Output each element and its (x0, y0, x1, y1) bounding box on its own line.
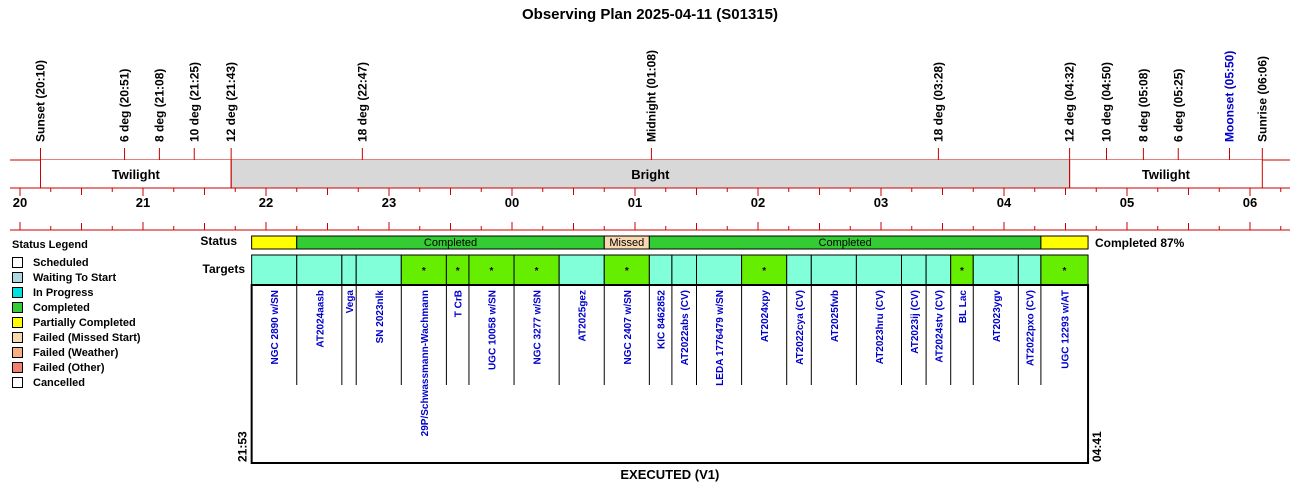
event-label: 12 deg (21:43) (224, 61, 239, 142)
event-label: 10 deg (21:25) (187, 61, 202, 142)
status-segment-label: Completed (818, 237, 872, 249)
target-name: AT2025gez (577, 290, 589, 342)
legend-swatch (12, 287, 23, 298)
observed-marker: * (960, 266, 964, 277)
target-name: BL Lac (957, 290, 969, 324)
legend-label: Waiting To Start (33, 271, 117, 284)
target-name: LEDA 1776479 w/SN (715, 290, 727, 386)
target-block (697, 255, 742, 285)
hour-tick-label: 00 (504, 195, 520, 210)
completion-summary: Completed 87% (1095, 236, 1185, 250)
legend-item (12, 300, 192, 315)
target-name: AT2025fwb (829, 290, 841, 343)
observed-marker: * (534, 266, 539, 277)
target-name: AT2023ygv (991, 290, 1003, 343)
event-label: Moonset (05:50) (1222, 50, 1237, 142)
sky-band-label: Twilight (111, 167, 160, 182)
legend-label: Cancelled (33, 376, 85, 389)
event-label: 8 deg (05:08) (1136, 68, 1151, 142)
legend-label: In Progress (33, 286, 94, 299)
target-block (787, 255, 812, 285)
target-name: KIC 8462852 (656, 290, 668, 349)
legend-label: Failed (Missed Start) (33, 331, 141, 344)
hour-tick-label: 04 (996, 195, 1012, 210)
hour-tick-label: 06 (1242, 195, 1258, 210)
target-name: AT2024stv (CV) (934, 290, 946, 363)
target-block (926, 255, 951, 285)
legend-item (12, 360, 192, 375)
hour-tick-label: 02 (750, 195, 766, 210)
hour-tick-label: 21 (135, 195, 151, 210)
legend-items (12, 255, 192, 390)
event-label: Sunrise (06:06) (1255, 55, 1270, 142)
observed-marker: * (762, 266, 767, 277)
target-block (1018, 255, 1041, 285)
observed-marker: * (1062, 266, 1067, 277)
target-name: AT2022cya (CV) (795, 290, 806, 365)
legend-label: Partially Completed (33, 316, 136, 329)
target-name: SN 2023nlk (374, 290, 386, 344)
footer-label: EXECUTED (V1) (620, 467, 720, 482)
legend-item (12, 270, 192, 285)
legend-swatch (12, 317, 23, 328)
target-name: AT2022pxo (CV) (1025, 290, 1037, 366)
event-label: 10 deg (04:50) (1099, 61, 1114, 142)
sky-band-label: Twilight (1141, 167, 1191, 182)
target-block (902, 255, 927, 285)
observed-marker: * (624, 266, 629, 277)
status-segment (1041, 236, 1088, 249)
target-name: AT2024xpy (760, 290, 772, 343)
hour-tick-label: 01 (627, 195, 643, 210)
hour-tick-label: 20 (12, 195, 28, 210)
target-name: UGC 12293 w/AT (1060, 290, 1072, 369)
target-name: AT2023hru (CV) (874, 290, 886, 365)
legend-item (12, 330, 192, 345)
legend-swatch (12, 302, 23, 313)
target-block (342, 255, 356, 285)
legend-label: Scheduled (33, 256, 89, 269)
observed-marker: * (421, 266, 426, 277)
status-legend (12, 239, 192, 390)
legend-item (12, 315, 192, 330)
hour-tick-label: 05 (1119, 195, 1135, 210)
sky-band-label: Bright (631, 167, 670, 182)
target-block (856, 255, 901, 285)
target-name: AT2022abs (CV) (680, 290, 692, 366)
legend-swatch (12, 347, 23, 358)
event-label: Midnight (01:08) (644, 50, 659, 142)
target-name: NGC 2890 w/SN (270, 290, 282, 365)
legend-title: Status Legend (12, 239, 88, 251)
target-block (973, 255, 1018, 285)
plan-end-time: 04:41 (1090, 431, 1105, 462)
status-row-label: Status (200, 234, 237, 248)
target-name: AT2024aasb (315, 290, 327, 348)
event-label: 18 deg (03:28) (931, 61, 946, 142)
target-name: 29P/Schwassmann-Wachmann (419, 290, 431, 437)
targets-row-label: Targets (202, 262, 245, 276)
observed-marker: * (455, 266, 460, 277)
hour-tick-label: 23 (381, 195, 397, 210)
event-label: 12 deg (04:32) (1062, 61, 1077, 142)
observed-marker: * (489, 266, 494, 277)
legend-label: Failed (Other) (33, 361, 105, 374)
event-label: 6 deg (05:25) (1171, 68, 1186, 142)
target-block (811, 255, 856, 285)
status-segment (252, 236, 297, 249)
hour-tick-label: 22 (258, 195, 274, 210)
target-block (252, 255, 297, 285)
target-name: NGC 2407 w/SN (622, 290, 634, 365)
event-label: Sunset (20:10) (33, 59, 48, 142)
target-name: T CrB (453, 290, 465, 318)
legend-swatch (12, 377, 23, 388)
status-segment-label: Completed (423, 237, 478, 249)
target-block (672, 255, 697, 285)
target-name: UGC 10058 w/SN (487, 290, 499, 371)
plan-start-time: 21:53 (235, 431, 250, 462)
legend-swatch (12, 272, 23, 283)
legend-item (12, 375, 192, 390)
target-block (356, 255, 401, 285)
legend-label: Completed (33, 301, 90, 314)
status-segment-label: Missed (609, 237, 645, 249)
target-block (559, 255, 604, 285)
event-label: 8 deg (21:08) (152, 68, 167, 142)
target-name: Vega (345, 290, 357, 314)
target-name: AT2023ij (CV) (909, 290, 921, 354)
event-label: 18 deg (22:47) (355, 61, 370, 142)
legend-item (12, 285, 192, 300)
legend-swatch (12, 362, 23, 373)
legend-item (12, 345, 192, 360)
legend-swatch (12, 257, 23, 268)
target-block (297, 255, 342, 285)
legend-item (12, 255, 192, 270)
chart-title: Observing Plan 2025-04-11 (S01315) (522, 6, 778, 23)
target-name: NGC 3277 w/SN (532, 290, 544, 365)
hour-tick-label: 03 (873, 195, 889, 210)
target-block (649, 255, 672, 285)
legend-swatch (12, 332, 23, 343)
legend-label: Failed (Weather) (33, 346, 119, 359)
event-label: 6 deg (20:51) (117, 68, 132, 142)
